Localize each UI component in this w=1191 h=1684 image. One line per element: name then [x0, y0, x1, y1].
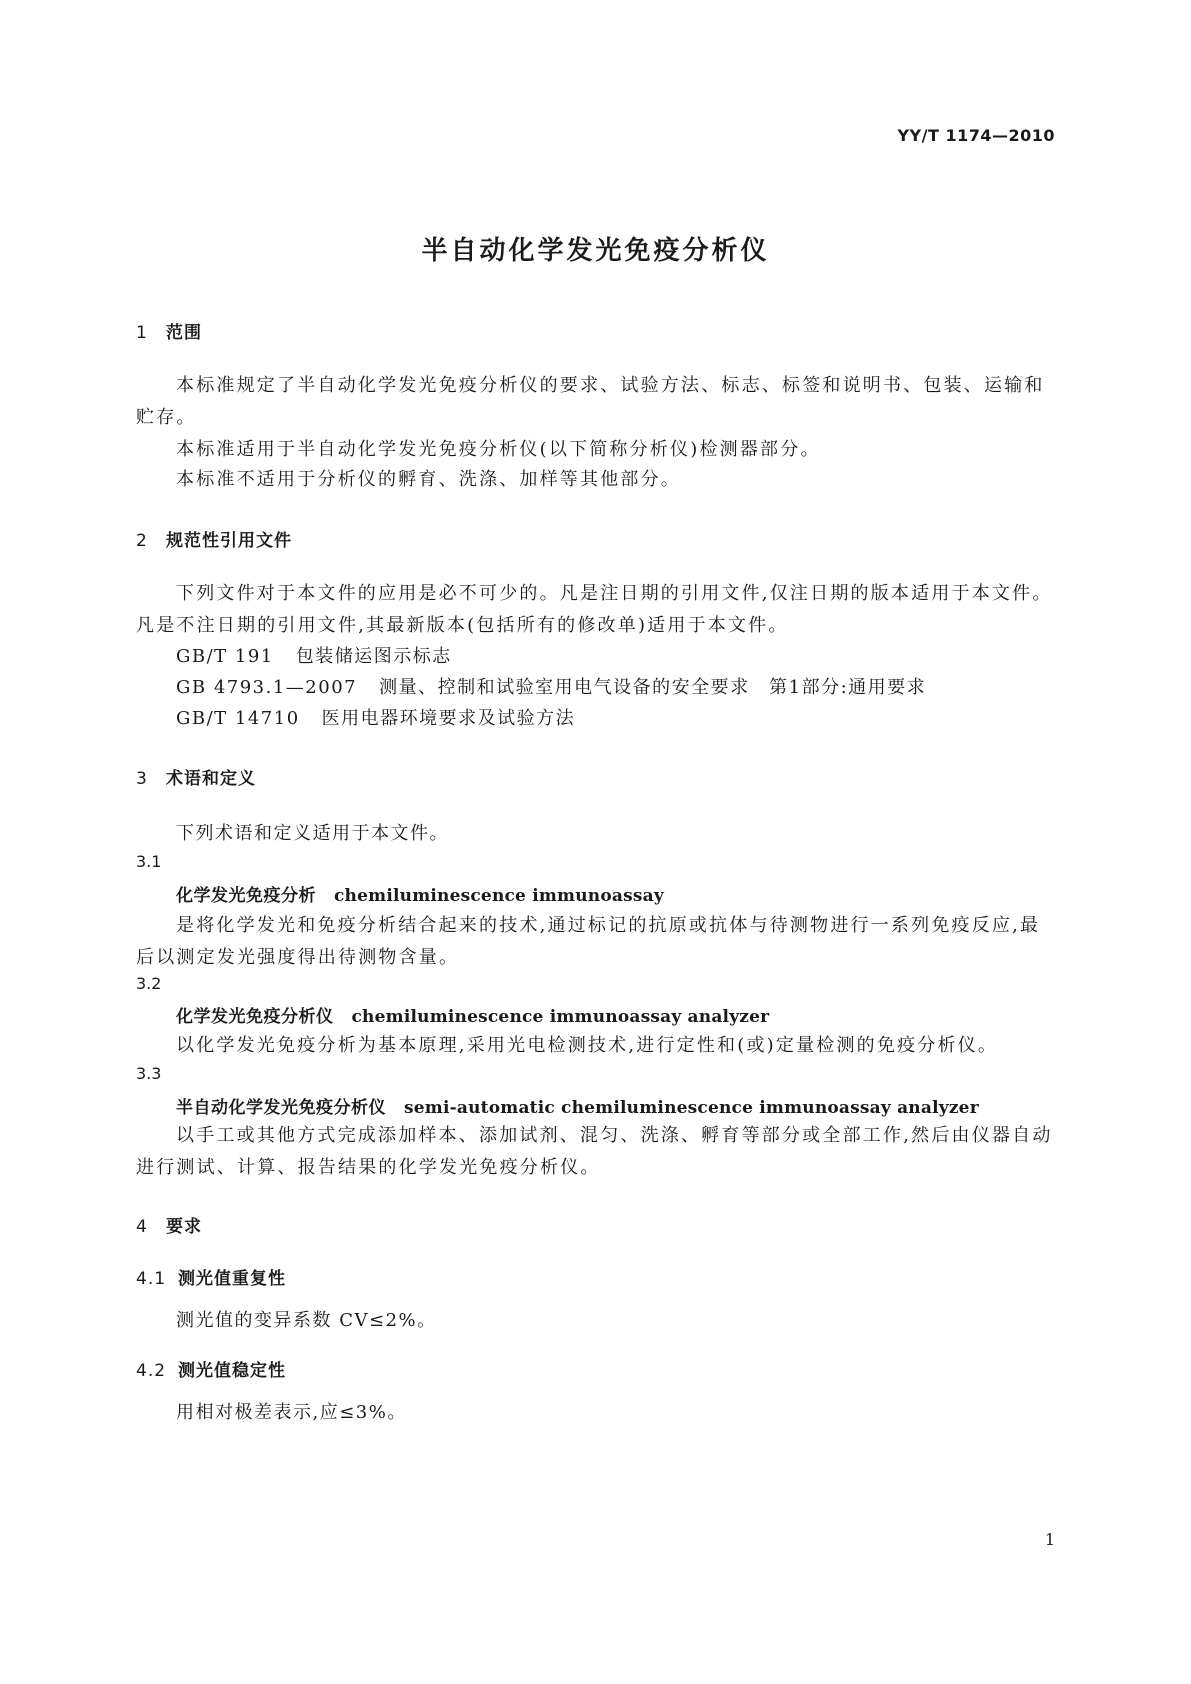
- subsection-4-1-heading: [136, 1264, 286, 1289]
- subsection-text: 用相对极差表示,应≤3%。: [176, 1402, 407, 1423]
- page-number: 1: [1044, 1530, 1055, 1549]
- scope-paragraph-1: 本标准规定了半自动化学发光免疫分析仪的要求、试验方法、标志、标签和说明书、包装、运输和贮存。: [136, 375, 1045, 428]
- term-heading: 化学发光免疫分析仪 chemiluminescence immunoassay analyzer: [176, 1007, 770, 1027]
- subsection-4-2-heading: [136, 1356, 286, 1381]
- term-number: 3.3: [136, 1064, 162, 1083]
- section-title: 规范性引用文件: [166, 531, 292, 551]
- term-definition: 是将化学发光和免疫分析结合起来的技术,通过标记的抗原或抗体与待测物进行一系列免疫反应,最后以测定发光强度得出待测物含量。: [136, 915, 1041, 968]
- terms-intro: 下列术语和定义适用于本文件。: [176, 823, 449, 844]
- section-title: 术语和定义: [166, 769, 256, 789]
- reference-item: GB 4793.1—2007 测量、控制和试验室用电气设备的安全要求 第1部分:通用要求: [176, 677, 927, 698]
- document-title: 半自动化学发光免疫分析仪: [421, 236, 770, 266]
- scope-paragraph-2: 本标准适用于半自动化学发光免疫分析仪(以下简称分析仪)检测器部分。: [176, 439, 821, 460]
- term-definition: 以手工或其他方式完成添加样本、添加试剂、混匀、洗涤、孵育等部分或全部工作,然后由仪器自动进行测试、计算、报告结果的化学发光免疫分析仪。: [136, 1125, 1053, 1178]
- section-title: 要求: [166, 1217, 202, 1237]
- section-3-heading: [136, 764, 256, 789]
- term-number: 3.2: [136, 974, 162, 993]
- term-definition: 以化学发光免疫分析为基本原理,采用光电检测技术,进行定性和(或)定量检测的免疫分析仪。: [176, 1035, 999, 1056]
- subsection-number: 4.2: [136, 1361, 167, 1381]
- section-number: 1: [136, 323, 148, 343]
- section-4-heading: [136, 1212, 202, 1237]
- references-intro: 下列文件对于本文件的应用是必不可少的。凡是注日期的引用文件,仅注日期的版本适用于本文件。凡是不注日期的引用文件,其最新版本(包括所有的修改单)适用于本文件。: [136, 583, 1053, 636]
- term-heading: 半自动化学发光免疫分析仪 semi-automatic chemiluminescence immunoassay analyzer: [176, 1098, 979, 1118]
- term-number: 3.1: [136, 852, 162, 871]
- subsection-text: 测光值的变异系数 CV≤2%。: [176, 1310, 437, 1331]
- subsection-title: 测光值稳定性: [178, 1361, 286, 1381]
- section-number: 4: [136, 1217, 148, 1237]
- standard-code: YY/T 1174—2010: [897, 126, 1055, 145]
- scope-paragraph-3: 本标准不适用于分析仪的孵育、洗涤、加样等其他部分。: [176, 469, 681, 490]
- section-title: 范围: [166, 323, 202, 343]
- section-1-heading: [136, 318, 202, 343]
- reference-item: GB/T 191 包装储运图示标志: [176, 646, 452, 667]
- section-number: 2: [136, 531, 148, 551]
- section-number: 3: [136, 769, 148, 789]
- reference-item: GB/T 14710 医用电器环境要求及试验方法: [176, 708, 576, 729]
- subsection-number: 4.1: [136, 1269, 167, 1289]
- term-heading: 化学发光免疫分析 chemiluminescence immunoassay: [176, 886, 664, 906]
- subsection-title: 测光值重复性: [178, 1269, 286, 1289]
- section-2-heading: [136, 526, 292, 551]
